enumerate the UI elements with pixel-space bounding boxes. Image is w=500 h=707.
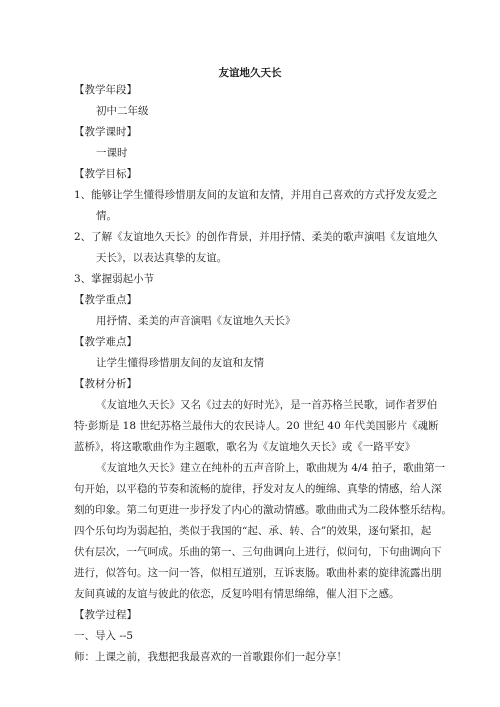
document-title: 友谊地久天长 [218, 67, 282, 79]
section-heading-process: 【教学过程】 [74, 609, 137, 621]
analysis-p2-line-4: 四个乐句均为弱起拍，类似于我国的“起、承、转、合”的效果，逐句紧扣，起 [74, 525, 432, 537]
difficulty-value: 让学生懂得珍惜朋友间的友谊和友情 [96, 357, 264, 369]
analysis-p1-line-1: 《友谊地久天长》又名《过去的好时光》，是一首苏格兰民歌，词作者罗伯 [96, 399, 438, 411]
goal-1-line-2: 情。 [96, 210, 117, 222]
section-heading-hours: 【教学课时】 [74, 126, 137, 138]
analysis-p2-line-6: 进行，似答句。这一问一答，似相互道别，互诉衷肠。歌曲朴素的旋律流露出朋 [74, 567, 442, 579]
section-heading-goals: 【教学目标】 [74, 168, 137, 180]
analysis-p1-line-3: 蓝桥》，将这歌歌曲作为主题歌，歌名为《友谊地久天长》或《一路平安》 [74, 441, 416, 453]
analysis-p2-line-3: 刻的印象。第二句更进一步抒发了内心的激动情感。歌曲曲式为二段体整乐结构。 [74, 504, 452, 516]
section-heading-key: 【教学重点】 [74, 294, 137, 306]
teacher-line: 师：上课之前，我想把我最喜欢的一首歌跟你们一起分享！ [74, 651, 347, 663]
analysis-p2-line-7: 友间真诚的友谊与彼此的依恋，反复吟唱有情思绵绵，催人泪下之感。 [74, 588, 400, 600]
goal-1-line-1: 1、能够让学生懂得珍惜朋友间的友谊和友情，并用自己喜欢的方式抒发友爱之 [74, 189, 438, 201]
goal-2-line-1: 2、了解《友谊地久天长》的创作背景，并用抒情、柔美的歌声演唱《友谊地久 [74, 231, 438, 243]
analysis-p2-line-5: 伏有层次，一气呵成。乐曲的第一、三句曲调向上进行，似问句，下句曲调向下 [74, 546, 442, 558]
grade-value: 初中二年级 [96, 105, 149, 117]
process-step-1: 一、导入 --5 [74, 630, 134, 642]
goal-2-line-2: 天长》，以表达真挚的友谊。 [96, 252, 228, 264]
section-heading-difficulty: 【教学难点】 [74, 336, 137, 348]
goal-3: 3、掌握弱起小节 [74, 273, 155, 285]
analysis-p1-line-2: 特·彭斯是 18 世纪苏格兰最伟大的农民诗人。20 世纪 40 年代美国影片《魂断 [74, 420, 439, 432]
hours-value: 一课时 [96, 147, 128, 159]
section-heading-analysis: 【教材分析】 [74, 378, 137, 390]
analysis-p2-line-2: 句开始，以平稳的节奏和流畅的旋律，抒发对友人的缠绵、真挚的情感，给人深 [74, 483, 442, 495]
key-value: 用抒情、柔美的声音演唱《友谊地久天长》 [96, 315, 296, 327]
section-heading-grade: 【教学年段】 [74, 84, 137, 96]
analysis-p2-line-1: 《友谊地久天长》建立在纯朴的五声音阶上，歌曲规为 4/4 拍子，歌曲第一 [96, 462, 446, 474]
